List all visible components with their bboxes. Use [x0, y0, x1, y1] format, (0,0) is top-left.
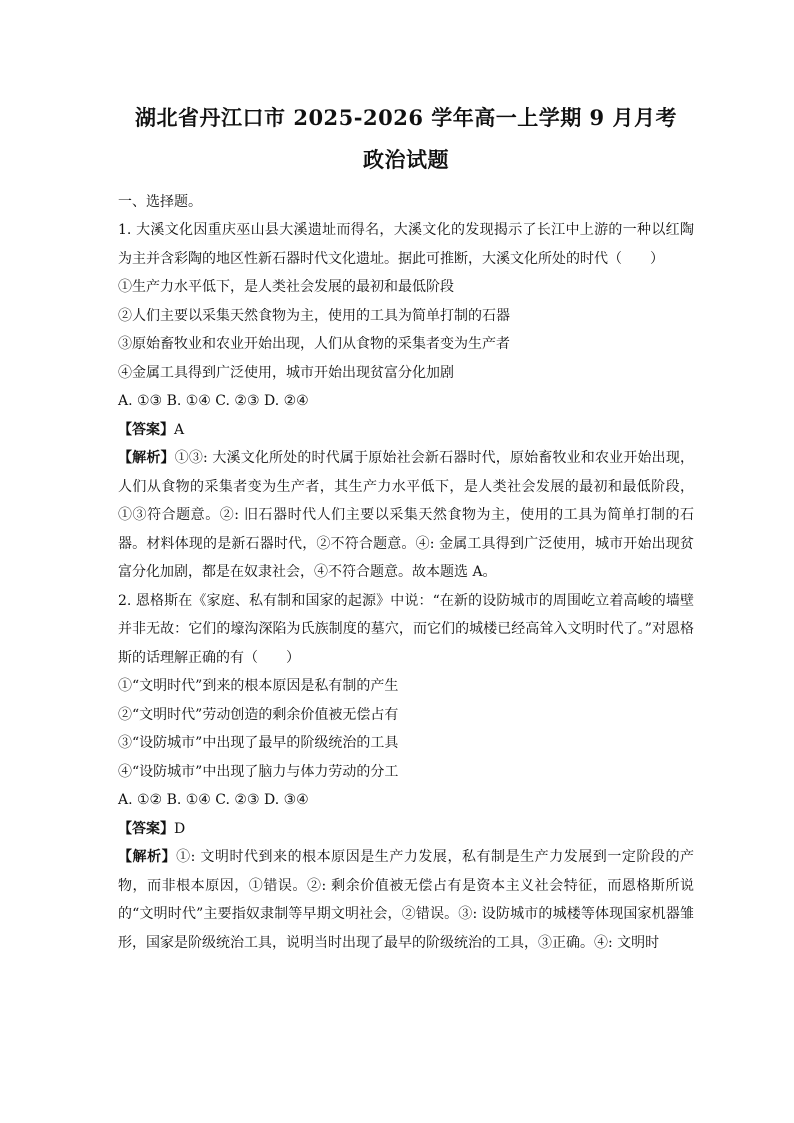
question-stem: 2. 恩格斯在《家庭、私有制和国家的起源》中说：“在新的设防城市的周围屹立着高峻的墙壁并非无故：它们的壕沟深陷为氏族制度的墓穴，而它们的城楼已经高耸入文明时代了。”对恩格斯的话理解正确的有（ ）: [118, 592, 694, 666]
option-2: ②人们主要以采集天然食物为主，使用的工具为简单打制的石器: [118, 307, 510, 324]
choices: A. ①② B. ①④ C. ②③ D. ③④: [118, 792, 309, 808]
option-4: ④“设防城市”中出现了脑力与体力劳动的分工: [118, 763, 399, 780]
answer-line: [118, 416, 694, 445]
analysis: [118, 444, 694, 587]
answer-label: 【答案】: [118, 820, 174, 837]
question-1: [118, 216, 694, 587]
choices: A. ①③ B. ①④ C. ②③ D. ②④: [118, 393, 309, 409]
option-3: ③原始畜牧业和农业开始出现，人们从食物的采集者变为生产者: [118, 336, 510, 352]
answer-label: 【答案】: [118, 421, 174, 438]
analysis-label: 【解析】: [118, 849, 177, 865]
analysis-label: 【解析】: [118, 450, 175, 466]
option-2: ②“文明时代”劳动创造的剩余价值被无偿占有: [118, 706, 399, 723]
question-stem: 1. 大溪文化因重庆巫山县大溪遗址而得名，大溪文化的发现揭示了长江中上游的一种以红陶为主并含彩陶的地区性新石器时代文化遗址。据此可推断，大溪文化所处的时代（ ）: [118, 222, 694, 267]
section-label: 一、选择题。: [118, 194, 202, 210]
option-1: ①生产力水平低下，是人类社会发展的最初和最低阶段: [118, 279, 454, 295]
answer-line: [118, 815, 694, 844]
question-2: [118, 587, 694, 958]
answer-value: A: [174, 421, 185, 438]
option-1: ①“文明时代”到来的根本原因是私有制的产生: [118, 678, 399, 694]
document-subtitle: 政治试题: [363, 147, 449, 172]
analysis-text: ①③: 大溪文化所处的时代属于原始社会新石器时代，原始畜牧业和农业开始出现，人们从食物的采集者变为生产者，其生产力水平低下，是人类社会发展的最初和最低阶段，①③符合题意。②: 旧石器时代人们主要以采集天然食物为主，使用的工具为简单打制的石器。材料体现的是新石器时代，②不符合题意。④: 金属工具得到广泛使用，城市开始出现贫富分化加剧，都是在奴隶社会，④不符合题意。故本题选 A。: [118, 450, 694, 580]
option-4: ④金属工具得到广泛使用，城市开始出现贫富分化加剧: [118, 364, 454, 381]
analysis-text: ①: 文明时代到来的根本原因是生产力发展，私有制是生产力发展到一定阶段的产物，而非根本原因，①错误。②: 剩余价值被无偿占有是资本主义社会特征，而恩格斯所说的“文明时代”主要指奴隶制等早期文明社会，②错误。③: 设防城市的城楼等体现国家机器雏形，国家是阶级统治工具，说明当时出现了最早的阶级统治的工具，③正确。④: 文明时: [118, 849, 694, 951]
option-3: ③“设防城市”中出现了最早的阶级统治的工具: [118, 735, 399, 751]
analysis: [118, 843, 694, 957]
answer-value: D: [174, 820, 186, 837]
document-title: 湖北省丹江口市 2025-2026 学年高一上学期 9 月月考: [135, 105, 677, 130]
